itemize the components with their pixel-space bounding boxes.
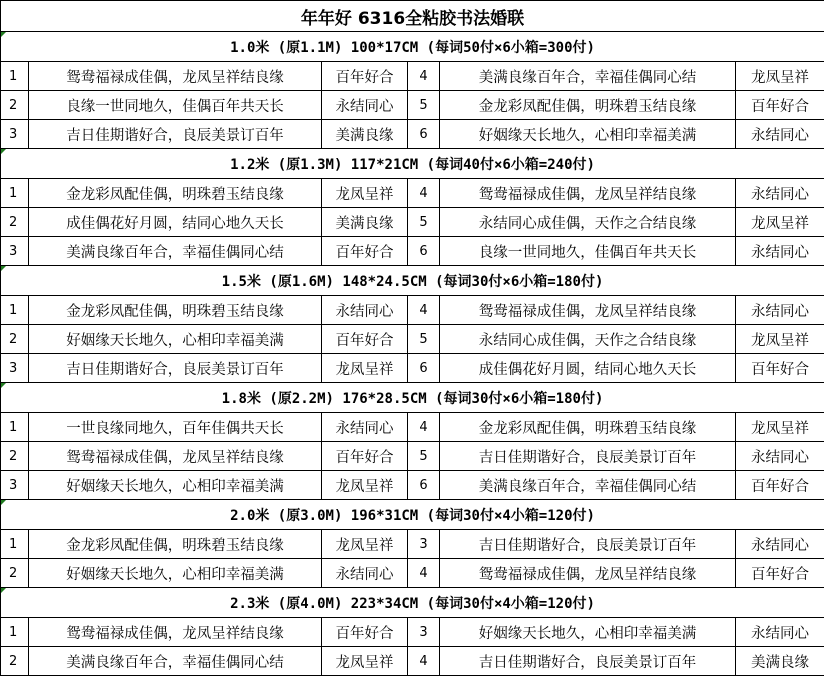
left-horizontal-scroll: 龙凤呈祥 xyxy=(322,354,408,383)
table-body xyxy=(1,1,824,676)
right-couplet-text: 鸳鸯福禄成佳偶，龙凤呈祥结良缘 xyxy=(440,296,736,325)
left-couplet-text: 金龙彩凤配佳偶，明珠碧玉结良缘 xyxy=(29,179,322,208)
table-row xyxy=(1,471,824,500)
left-couplet-text: 鸳鸯福禄成佳偶，龙凤呈祥结良缘 xyxy=(29,618,322,647)
left-item-number: 3 xyxy=(1,120,29,149)
left-horizontal-scroll: 永结同心 xyxy=(322,91,408,120)
left-item-number: 2 xyxy=(1,208,29,237)
left-horizontal-scroll: 百年好合 xyxy=(322,325,408,354)
right-horizontal-scroll: 龙凤呈祥 xyxy=(736,325,824,354)
left-horizontal-scroll: 永结同心 xyxy=(322,296,408,325)
left-couplet-text: 金龙彩凤配佳偶，明珠碧玉结良缘 xyxy=(29,296,322,325)
right-couplet-text: 鸳鸯福禄成佳偶，龙凤呈祥结良缘 xyxy=(440,559,736,588)
left-horizontal-scroll: 永结同心 xyxy=(322,413,408,442)
right-couplet-text: 成佳偶花好月圆，结同心地久天长 xyxy=(440,354,736,383)
right-horizontal-scroll: 百年好合 xyxy=(736,471,824,500)
table-row xyxy=(1,413,824,442)
section-header-row xyxy=(1,266,824,296)
left-item-number: 2 xyxy=(1,442,29,471)
left-horizontal-scroll: 永结同心 xyxy=(322,559,408,588)
table-row xyxy=(1,62,824,91)
section-header: 1.2米 (原1.3M) 117*21CM (每词40付×6小箱=240付) xyxy=(1,149,824,179)
right-item-number: 4 xyxy=(408,413,440,442)
section-header-row xyxy=(1,149,824,179)
left-horizontal-scroll: 百年好合 xyxy=(322,442,408,471)
left-item-number: 2 xyxy=(1,647,29,676)
right-couplet-text: 鸳鸯福禄成佳偶，龙凤呈祥结良缘 xyxy=(440,179,736,208)
right-horizontal-scroll: 美满良缘 xyxy=(736,647,824,676)
section-header: 2.0米 (原3.0M) 196*31CM (每词30付×4小箱=120付) xyxy=(1,500,824,530)
left-couplet-text: 美满良缘百年合，幸福佳偶同心结 xyxy=(29,647,322,676)
right-item-number: 6 xyxy=(408,120,440,149)
right-couplet-text: 良缘一世同地久，佳偶百年共天长 xyxy=(440,237,736,266)
table-row xyxy=(1,179,824,208)
left-item-number: 1 xyxy=(1,530,29,559)
left-couplet-text: 鸳鸯福禄成佳偶，龙凤呈祥结良缘 xyxy=(29,442,322,471)
left-item-number: 1 xyxy=(1,618,29,647)
table-row xyxy=(1,325,824,354)
section-header: 2.3米 (原4.0M) 223*34CM (每词30付×4小箱=120付) xyxy=(1,588,824,618)
section-header-row xyxy=(1,383,824,413)
right-item-number: 5 xyxy=(408,208,440,237)
right-couplet-text: 永结同心成佳偶，天作之合结良缘 xyxy=(440,208,736,237)
right-couplet-text: 美满良缘百年合，幸福佳偶同心结 xyxy=(440,62,736,91)
left-item-number: 3 xyxy=(1,237,29,266)
right-horizontal-scroll: 百年好合 xyxy=(736,91,824,120)
left-couplet-text: 良缘一世同地久，佳偶百年共天长 xyxy=(29,91,322,120)
left-couplet-text: 吉日佳期谐好合，良辰美景订百年 xyxy=(29,354,322,383)
left-horizontal-scroll: 龙凤呈祥 xyxy=(322,179,408,208)
left-item-number: 1 xyxy=(1,179,29,208)
right-item-number: 3 xyxy=(408,530,440,559)
section-header: 1.8米 (原2.2M) 176*28.5CM (每词30付×6小箱=180付) xyxy=(1,383,824,413)
left-horizontal-scroll: 龙凤呈祥 xyxy=(322,647,408,676)
right-item-number: 4 xyxy=(408,179,440,208)
right-item-number: 5 xyxy=(408,91,440,120)
right-horizontal-scroll: 永结同心 xyxy=(736,296,824,325)
left-couplet-text: 成佳偶花好月圆，结同心地久天长 xyxy=(29,208,322,237)
right-item-number: 6 xyxy=(408,354,440,383)
right-item-number: 4 xyxy=(408,62,440,91)
left-couplet-text: 一世良缘同地久，百年佳偶共天长 xyxy=(29,413,322,442)
left-horizontal-scroll: 百年好合 xyxy=(322,618,408,647)
table-row xyxy=(1,442,824,471)
right-couplet-text: 永结同心成佳偶，天作之合结良缘 xyxy=(440,325,736,354)
right-horizontal-scroll: 永结同心 xyxy=(736,237,824,266)
table-row xyxy=(1,354,824,383)
table-row xyxy=(1,296,824,325)
right-horizontal-scroll: 永结同心 xyxy=(736,530,824,559)
right-couplet-text: 好姻缘天长地久，心相印幸福美满 xyxy=(440,120,736,149)
right-item-number: 5 xyxy=(408,442,440,471)
right-item-number: 4 xyxy=(408,647,440,676)
right-item-number: 5 xyxy=(408,325,440,354)
left-item-number: 1 xyxy=(1,296,29,325)
left-couplet-text: 金龙彩凤配佳偶，明珠碧玉结良缘 xyxy=(29,530,322,559)
section-header: 1.5米 (原1.6M) 148*24.5CM (每词30付×6小箱=180付) xyxy=(1,266,824,296)
right-horizontal-scroll: 永结同心 xyxy=(736,120,824,149)
table-row xyxy=(1,647,824,676)
title-row xyxy=(1,1,824,32)
section-header-row xyxy=(1,500,824,530)
right-horizontal-scroll: 龙凤呈祥 xyxy=(736,208,824,237)
table-row xyxy=(1,618,824,647)
right-item-number: 3 xyxy=(408,618,440,647)
left-item-number: 3 xyxy=(1,471,29,500)
left-horizontal-scroll: 百年好合 xyxy=(322,237,408,266)
left-horizontal-scroll: 百年好合 xyxy=(322,62,408,91)
section-header: 1.0米 (原1.1M) 100*17CM (每词50付×6小箱=300付) xyxy=(1,32,824,62)
table-row xyxy=(1,120,824,149)
left-horizontal-scroll: 龙凤呈祥 xyxy=(322,530,408,559)
table-row xyxy=(1,237,824,266)
right-horizontal-scroll: 百年好合 xyxy=(736,354,824,383)
left-horizontal-scroll: 美满良缘 xyxy=(322,120,408,149)
left-couplet-text: 鸳鸯福禄成佳偶，龙凤呈祥结良缘 xyxy=(29,62,322,91)
left-couplet-text: 美满良缘百年合，幸福佳偶同心结 xyxy=(29,237,322,266)
right-couplet-text: 金龙彩凤配佳偶，明珠碧玉结良缘 xyxy=(440,413,736,442)
left-couplet-text: 好姻缘天长地久，心相印幸福美满 xyxy=(29,471,322,500)
left-couplet-text: 吉日佳期谐好合，良辰美景订百年 xyxy=(29,120,322,149)
right-couplet-text: 美满良缘百年合，幸福佳偶同心结 xyxy=(440,471,736,500)
table-row xyxy=(1,208,824,237)
section-header-row xyxy=(1,588,824,618)
left-item-number: 1 xyxy=(1,62,29,91)
right-horizontal-scroll: 龙凤呈祥 xyxy=(736,62,824,91)
right-horizontal-scroll: 龙凤呈祥 xyxy=(736,413,824,442)
left-couplet-text: 好姻缘天长地久，心相印幸福美满 xyxy=(29,325,322,354)
left-item-number: 2 xyxy=(1,325,29,354)
right-item-number: 6 xyxy=(408,237,440,266)
right-horizontal-scroll: 永结同心 xyxy=(736,618,824,647)
right-couplet-text: 好姻缘天长地久，心相印幸福美满 xyxy=(440,618,736,647)
table-row xyxy=(1,530,824,559)
left-item-number: 2 xyxy=(1,559,29,588)
left-item-number: 1 xyxy=(1,413,29,442)
right-couplet-text: 吉日佳期谐好合，良辰美景订百年 xyxy=(440,647,736,676)
right-horizontal-scroll: 百年好合 xyxy=(736,559,824,588)
right-item-number: 4 xyxy=(408,559,440,588)
page-title: 年年好 6316全粘胶书法婚联 xyxy=(1,1,824,32)
right-item-number: 4 xyxy=(408,296,440,325)
left-horizontal-scroll: 美满良缘 xyxy=(322,208,408,237)
table-row xyxy=(1,559,824,588)
right-horizontal-scroll: 永结同心 xyxy=(736,442,824,471)
right-couplet-text: 金龙彩凤配佳偶，明珠碧玉结良缘 xyxy=(440,91,736,120)
right-couplet-text: 吉日佳期谐好合，良辰美景订百年 xyxy=(440,442,736,471)
right-item-number: 6 xyxy=(408,471,440,500)
left-item-number: 3 xyxy=(1,354,29,383)
left-horizontal-scroll: 龙凤呈祥 xyxy=(322,471,408,500)
section-header-row xyxy=(1,32,824,62)
left-couplet-text: 好姻缘天长地久，心相印幸福美满 xyxy=(29,559,322,588)
right-couplet-text: 吉日佳期谐好合，良辰美景订百年 xyxy=(440,530,736,559)
right-horizontal-scroll: 永结同心 xyxy=(736,179,824,208)
table-row xyxy=(1,91,824,120)
left-item-number: 2 xyxy=(1,91,29,120)
